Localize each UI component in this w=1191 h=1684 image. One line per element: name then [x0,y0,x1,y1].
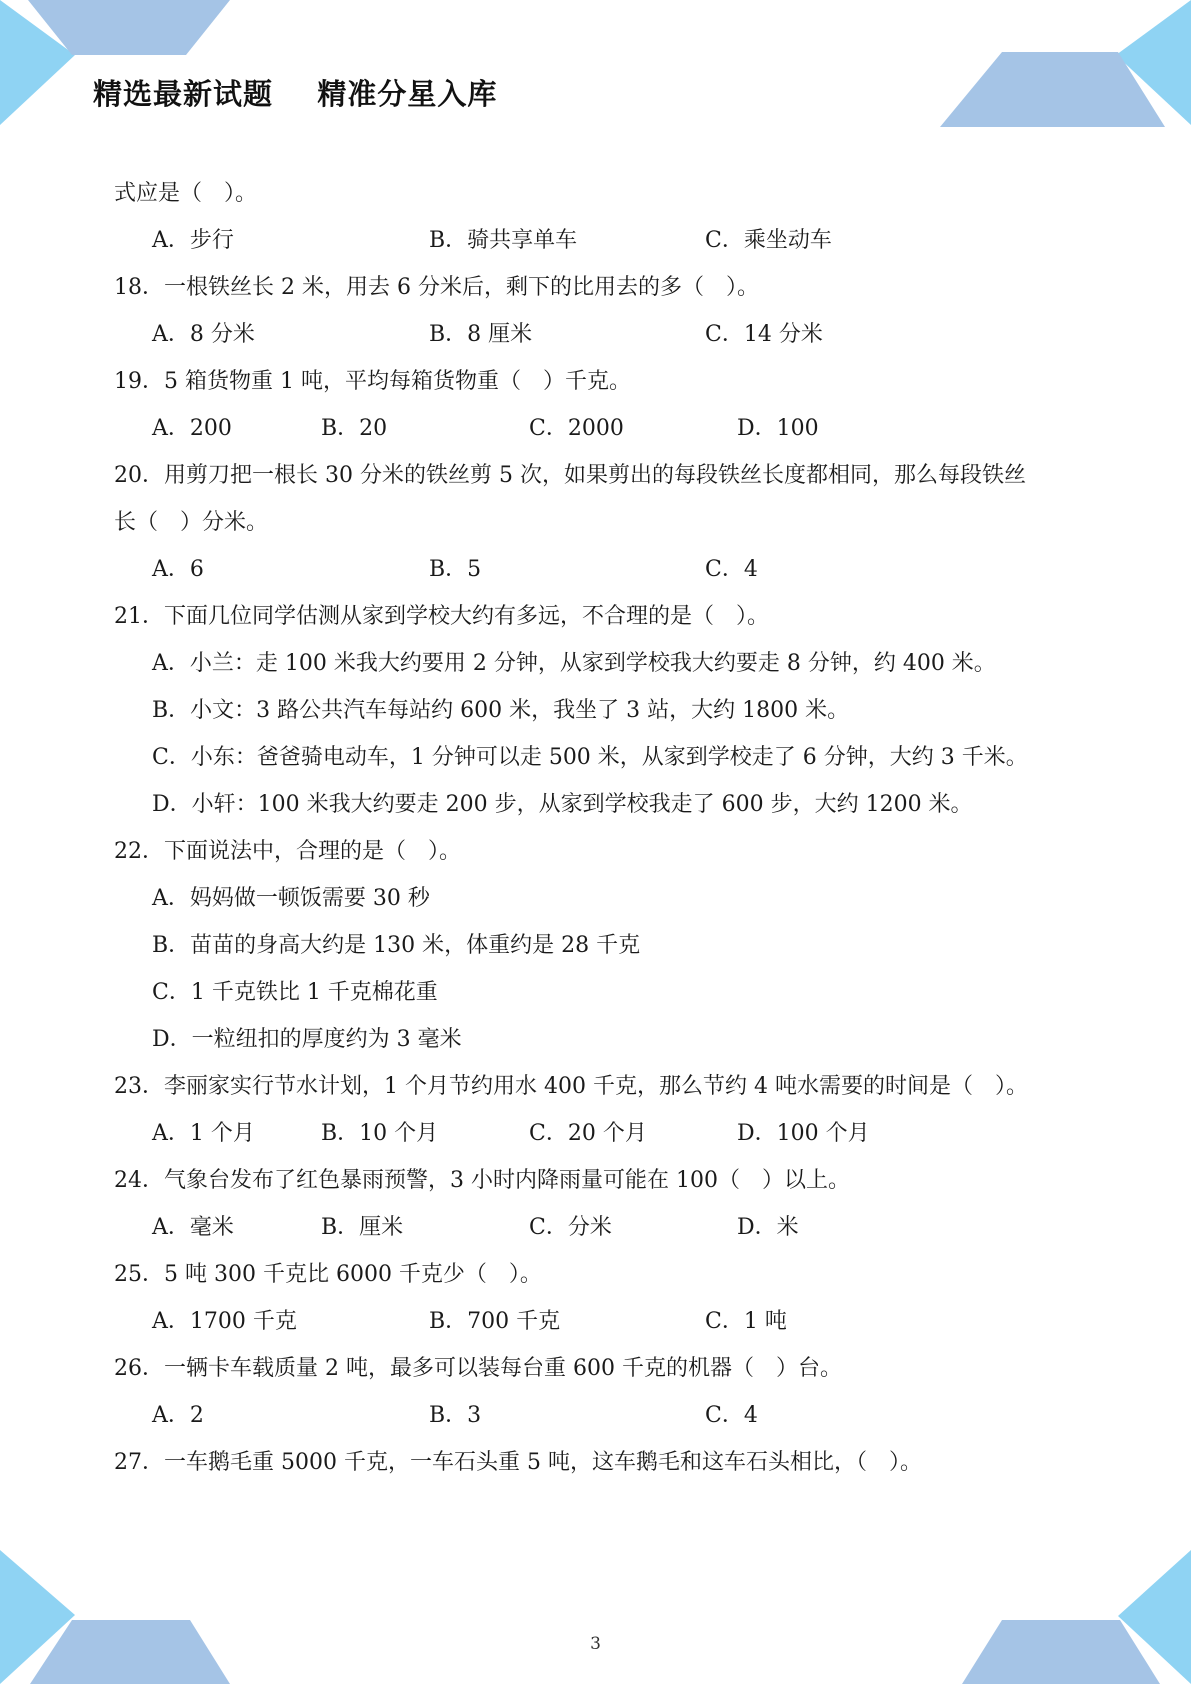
answer-option: A．1700 千克 [152,1309,297,1334]
answer-option: C．乘坐动车 [705,228,832,253]
answer-option: B．700 千克 [429,1309,561,1334]
answer-option-line: A．小兰：走 100 米我大约要用 2 分钟，从家到学校我大约要走 8 分钟，约 400 米。 [152,651,996,676]
question-text-line: 27．一车鹅毛重 5000 千克，一车石头重 5 吨，这车鹅毛和这车石头相比，（ ）。 [114,1450,922,1475]
answer-option-line: B．小文：3 路公共汽车每站约 600 米，我坐了 3 站，大约 1800 米。 [152,698,850,723]
answer-option-line: B．苗苗的身高大约是 130 米，体重约是 28 千克 [152,933,641,958]
page-number: 3 [590,1634,601,1654]
answer-option: A．毫米 [152,1215,234,1240]
answer-option: B．8 厘米 [429,322,533,347]
answer-option-line: D．小轩：100 米我大约要走 200 步，从家到学校我走了 600 步，大约 1200 米。 [152,792,973,817]
answer-option: A．8 分米 [152,322,255,347]
top-left-corner-triangle [0,0,75,125]
answer-option: B．骑共享单车 [429,228,578,253]
answer-option: C．14 分米 [705,322,823,347]
answer-options-row [114,311,1094,358]
answer-option-line: C．1 千克铁比 1 千克棉花重 [152,980,438,1005]
answer-option: A．2 [152,1403,204,1428]
top-right-trapezoid [940,52,1165,127]
question-text-line: 25．5 吨 300 千克比 6000 千克少（ ）。 [114,1262,542,1287]
answer-option: A．6 [152,557,204,582]
question-text-line: 长（ ）分米。 [114,510,269,535]
answer-option: B．10 个月 [321,1121,439,1146]
question-text-line: 22．下面说法中，合理的是（ ）。 [114,839,461,864]
question-text-line: 21．下面几位同学估测从家到学校大约有多远，不合理的是（ ）。 [114,604,769,629]
answer-option: D．米 [737,1215,799,1240]
answer-option: C．4 [705,557,758,582]
answer-option: B．20 [321,416,388,441]
answer-option: C．分米 [529,1215,612,1240]
answer-option: B．3 [429,1403,482,1428]
answer-option: B．5 [429,557,482,582]
answer-options-row [114,1204,1094,1251]
header-title: 精选最新试题 精准分星入库 [93,77,498,111]
answer-option-line: C．小东：爸爸骑电动车，1 分钟可以走 500 米，从家到学校走了 6 分钟，大约 3 千米。 [152,745,1028,770]
answer-option: D．100 [737,416,819,441]
top-left-trapezoid [28,0,230,55]
bottom-left-corner-triangle [0,1550,75,1684]
question-list [114,170,1094,1486]
answer-option: A．1 个月 [152,1121,255,1146]
answer-option: A．200 [152,416,232,441]
question-text-line: 23．李丽家实行节水计划，1 个月节约用水 400 千克，那么节约 4 吨水需要的时间是（ ）。 [114,1074,1028,1099]
question-text-line: 18．一根铁丝长 2 米，用去 6 分米后，剩下的比用去的多（ ）。 [114,275,759,300]
question-text-line: 20．用剪刀把一根长 30 分米的铁丝剪 5 次，如果剪出的每段铁丝长度都相同，那么每段铁丝 [114,463,1026,488]
answer-option: C．2000 [529,416,624,441]
question-text-line: 19．5 箱货物重 1 吨，平均每箱货物重（ ）千克。 [114,369,631,394]
answer-options-row [114,405,1094,452]
answer-option-line: A．妈妈做一顿饭需要 30 秒 [152,886,430,911]
answer-option-line: D．一粒纽扣的厚度约为 3 毫米 [152,1027,462,1052]
question-text-line: 26．一辆卡车载质量 2 吨，最多可以装每台重 600 千克的机器（ ）台。 [114,1356,842,1381]
answer-option: C．4 [705,1403,758,1428]
answer-options-row [114,1392,1094,1439]
answer-options-row [114,217,1094,264]
question-text-line: 式应是（ ）。 [114,181,258,206]
question-text-line: 24．气象台发布了红色暴雨预警，3 小时内降雨量可能在 100（ ）以上。 [114,1168,850,1193]
answer-option: C．1 吨 [705,1309,787,1334]
top-right-corner-triangle [1116,0,1191,125]
answer-options-row [114,1298,1094,1345]
answer-options-row [114,1110,1094,1157]
answer-option: B．厘米 [321,1215,404,1240]
answer-option: A．步行 [152,228,234,253]
answer-options-row [114,546,1094,593]
answer-option: C．20 个月 [529,1121,647,1146]
bottom-right-corner-triangle [1118,1550,1191,1684]
answer-option: D．100 个月 [737,1121,870,1146]
